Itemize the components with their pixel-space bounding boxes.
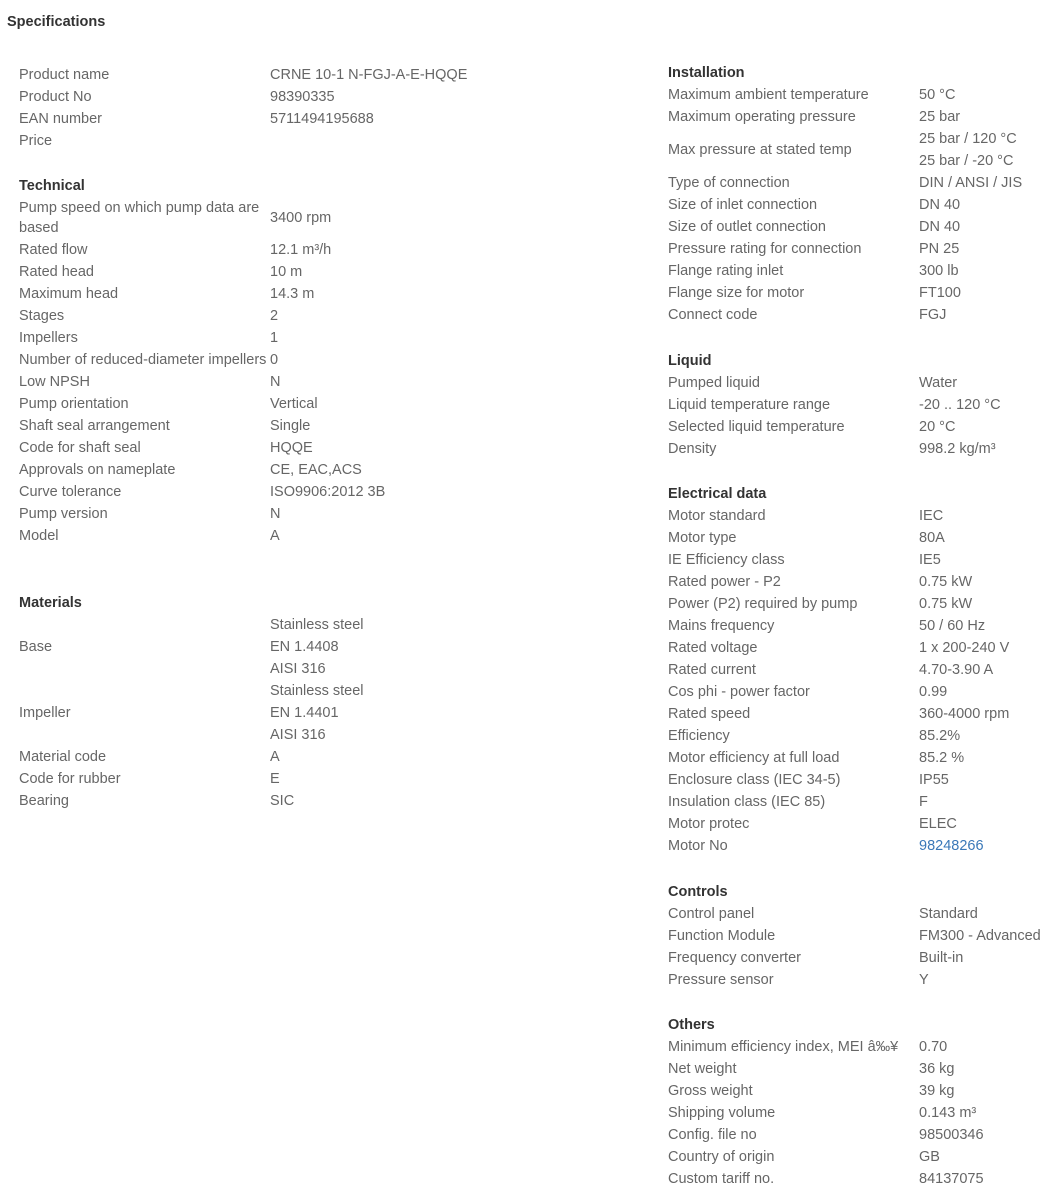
section-heading: Technical bbox=[19, 178, 85, 194]
spec-row-selected-liquid-temperature bbox=[668, 416, 1001, 438]
spec-row-power-p2-required-by-pump bbox=[668, 593, 1009, 615]
spec-value bbox=[919, 394, 1001, 416]
spec-row-base bbox=[19, 614, 364, 680]
spec-label: Enclosure class (IEC 34-5) bbox=[668, 772, 841, 788]
spec-row-code-for-rubber bbox=[19, 768, 364, 790]
spec-label: Shipping volume bbox=[668, 1105, 776, 1121]
spec-value bbox=[270, 790, 364, 812]
spec-value-line: 20 °C bbox=[919, 419, 956, 435]
spec-value bbox=[270, 525, 385, 547]
spec-value-line: 85.2 % bbox=[919, 750, 965, 766]
spec-label: Pressure sensor bbox=[668, 972, 774, 988]
spec-row-config-file-no bbox=[668, 1124, 984, 1146]
spec-row-function-module bbox=[668, 925, 1041, 947]
spec-value bbox=[919, 615, 1009, 637]
spec-label: Frequency converter bbox=[668, 950, 801, 966]
spec-label: Connect code bbox=[668, 307, 758, 323]
spec-row-product-name bbox=[19, 64, 467, 86]
spec-label: Stages bbox=[19, 308, 65, 324]
spec-value-line: IE5 bbox=[919, 552, 941, 568]
section-heading: Installation bbox=[668, 65, 745, 81]
spec-value bbox=[919, 527, 1009, 549]
spec-label: IE Efficiency class bbox=[668, 552, 785, 568]
spec-label: EAN number bbox=[19, 111, 103, 127]
spec-value bbox=[270, 349, 385, 371]
spec-value-line: FT100 bbox=[919, 285, 961, 301]
spec-label: Impeller bbox=[19, 705, 71, 721]
spec-value bbox=[919, 903, 1041, 925]
spec-value bbox=[270, 108, 467, 130]
spec-value-line: 80A bbox=[919, 530, 945, 546]
spec-row-pump-speed-on-which-pump-data-are-based bbox=[19, 197, 385, 239]
spec-label: Size of outlet connection bbox=[668, 219, 826, 235]
spec-label: Impellers bbox=[19, 330, 78, 346]
spec-label: Country of origin bbox=[668, 1149, 775, 1165]
spec-table bbox=[668, 505, 1009, 857]
spec-value bbox=[270, 86, 467, 108]
spec-value-line: Standard bbox=[919, 906, 978, 922]
spec-value-line: Single bbox=[270, 418, 311, 434]
spec-row-connect-code bbox=[668, 304, 1022, 326]
spec-label: Motor No bbox=[668, 838, 728, 854]
spec-value-line: DIN / ANSI / JIS bbox=[919, 175, 1023, 191]
spec-label: Insulation class (IEC 85) bbox=[668, 794, 826, 810]
spec-label: Type of connection bbox=[668, 175, 790, 191]
spec-value bbox=[270, 415, 385, 437]
spec-value-line: GB bbox=[919, 1149, 940, 1165]
spec-value bbox=[919, 128, 1022, 172]
spec-row-approvals-on-nameplate bbox=[19, 459, 385, 481]
spec-value-line: 0 bbox=[270, 352, 279, 368]
spec-value bbox=[919, 1168, 984, 1190]
spec-value-line: IP55 bbox=[919, 772, 949, 788]
spec-value bbox=[919, 282, 1022, 304]
spec-value-line: PN 25 bbox=[919, 241, 960, 257]
spec-value-line: DN 40 bbox=[919, 197, 961, 213]
spec-row-max-pressure-at-stated-temp bbox=[668, 128, 1022, 172]
motor-no-link[interactable]: 98248266 bbox=[919, 838, 984, 854]
spec-table bbox=[19, 64, 467, 152]
spec-value-line: Vertical bbox=[270, 396, 318, 412]
spec-row-pumped-liquid bbox=[668, 372, 1001, 394]
spec-label: Rated speed bbox=[668, 706, 751, 722]
spec-row-size-of-outlet-connection bbox=[668, 216, 1022, 238]
spec-value bbox=[919, 549, 1009, 571]
spec-value-line: Stainless steel bbox=[270, 683, 364, 699]
spec-row-liquid-temperature-range bbox=[668, 394, 1001, 416]
spec-value bbox=[919, 637, 1009, 659]
spec-value-line: 84137075 bbox=[919, 1171, 984, 1187]
spec-value bbox=[919, 1146, 984, 1168]
spec-label: Efficiency bbox=[668, 728, 730, 744]
section-heading: Electrical data bbox=[668, 486, 767, 502]
spec-value-line: 5711494195688 bbox=[270, 111, 374, 127]
spec-value bbox=[270, 459, 385, 481]
spec-row-flange-size-for-motor bbox=[668, 282, 1022, 304]
spec-row-low-npsh bbox=[19, 371, 385, 393]
spec-row-bearing bbox=[19, 790, 364, 812]
spec-value bbox=[919, 703, 1009, 725]
spec-row-maximum-ambient-temperature bbox=[668, 84, 1022, 106]
spec-row-pressure-rating-for-connection bbox=[668, 238, 1022, 260]
spec-row-minimum-efficiency-index-mei bbox=[668, 1036, 984, 1058]
spec-label: Max pressure at stated temp bbox=[668, 142, 852, 158]
spec-value bbox=[270, 283, 385, 305]
spec-value bbox=[270, 305, 385, 327]
spec-row-ean-number bbox=[19, 108, 467, 130]
spec-label: Pressure rating for connection bbox=[668, 241, 862, 257]
spec-value bbox=[919, 769, 1009, 791]
spec-row-pump-version bbox=[19, 503, 385, 525]
spec-value bbox=[919, 947, 1041, 969]
spec-label: Rated flow bbox=[19, 242, 88, 258]
spec-row-net-weight bbox=[668, 1058, 984, 1080]
spec-value-line: -20 .. 120 °C bbox=[919, 397, 1001, 413]
spec-row-gross-weight bbox=[668, 1080, 984, 1102]
spec-row-density bbox=[668, 438, 1001, 460]
spec-label: Motor type bbox=[668, 530, 737, 546]
spec-label: Maximum operating pressure bbox=[668, 109, 856, 125]
spec-value bbox=[270, 614, 364, 680]
spec-value bbox=[919, 1036, 984, 1058]
spec-row-rated-flow bbox=[19, 239, 385, 261]
spec-value bbox=[919, 1080, 984, 1102]
spec-value-line: 998.2 kg/m³ bbox=[919, 441, 996, 457]
spec-label: Function Module bbox=[668, 928, 776, 944]
section-electrical-data bbox=[668, 483, 1009, 857]
section-heading: Liquid bbox=[668, 353, 712, 369]
spec-label: Size of inlet connection bbox=[668, 197, 818, 213]
spec-value-line: 0.143 m³ bbox=[919, 1105, 977, 1121]
spec-value bbox=[270, 768, 364, 790]
spec-label: Maximum ambient temperature bbox=[668, 87, 869, 103]
spec-row-rated-power-p2 bbox=[668, 571, 1009, 593]
spec-value-line: 300 lb bbox=[919, 263, 959, 279]
spec-value bbox=[270, 503, 385, 525]
section-others bbox=[668, 1014, 984, 1190]
spec-table bbox=[19, 197, 385, 547]
spec-value-line: Water bbox=[919, 375, 958, 391]
spec-value-line: 360-4000 rpm bbox=[919, 706, 1010, 722]
section-controls bbox=[668, 881, 1041, 991]
spec-value-line: N bbox=[270, 506, 281, 522]
spec-label: Pump speed on which pump data are based bbox=[19, 200, 260, 236]
spec-value bbox=[270, 130, 467, 152]
spec-value bbox=[919, 438, 1001, 460]
spec-value-line: 39 kg bbox=[919, 1083, 955, 1099]
spec-value bbox=[919, 659, 1009, 681]
spec-row-custom-tariff-no bbox=[668, 1168, 984, 1190]
spec-row-impellers bbox=[19, 327, 385, 349]
spec-label: Product name bbox=[19, 67, 110, 83]
spec-value-line: F bbox=[919, 794, 928, 810]
spec-value-line: 25 bar / 120 °C bbox=[919, 131, 1017, 147]
section-installation bbox=[668, 62, 1022, 326]
spec-label: Maximum head bbox=[19, 286, 119, 302]
spec-value bbox=[919, 216, 1022, 238]
spec-value bbox=[919, 1124, 984, 1146]
spec-value-line: 10 m bbox=[270, 264, 303, 280]
spec-value bbox=[919, 593, 1009, 615]
spec-row-material-code bbox=[19, 746, 364, 768]
spec-value bbox=[270, 327, 385, 349]
spec-label: Pump version bbox=[19, 506, 108, 522]
spec-row-control-panel bbox=[668, 903, 1041, 925]
spec-value-line: 0.99 bbox=[919, 684, 948, 700]
section-heading: Controls bbox=[668, 884, 728, 900]
spec-value-line: 85.2% bbox=[919, 728, 961, 744]
spec-value-line: EN 1.4408 bbox=[270, 639, 339, 655]
spec-label: Bearing bbox=[19, 793, 69, 809]
spec-value-line: CE, EAC,ACS bbox=[270, 462, 362, 478]
spec-label: Motor efficiency at full load bbox=[668, 750, 840, 766]
spec-value bbox=[919, 84, 1022, 106]
spec-value-line: ISO9906:2012 3B bbox=[270, 484, 386, 500]
spec-value-line: 98500346 bbox=[919, 1127, 984, 1143]
spec-label: Pumped liquid bbox=[668, 375, 760, 391]
spec-label: Custom tariff no. bbox=[668, 1171, 775, 1187]
spec-value bbox=[919, 372, 1001, 394]
spec-label: Control panel bbox=[668, 906, 755, 922]
spec-label: Config. file no bbox=[668, 1127, 757, 1143]
spec-value-line: N bbox=[270, 374, 281, 390]
spec-row-motor-no bbox=[668, 835, 1009, 857]
spec-value-line: HQQE bbox=[270, 440, 313, 456]
spec-label: Rated power - P2 bbox=[668, 574, 781, 590]
spec-label: Power (P2) required by pump bbox=[668, 596, 858, 612]
spec-value-line: 3400 rpm bbox=[270, 210, 332, 226]
spec-value-line: 36 kg bbox=[919, 1061, 955, 1077]
spec-value-line: A bbox=[270, 528, 280, 544]
spec-row-product-no bbox=[19, 86, 467, 108]
spec-row-price bbox=[19, 130, 467, 152]
spec-row-type-of-connection bbox=[668, 172, 1022, 194]
spec-value-line: FGJ bbox=[919, 307, 947, 323]
spec-value-line: 2 bbox=[270, 308, 279, 324]
spec-row-model bbox=[19, 525, 385, 547]
spec-table bbox=[668, 84, 1022, 326]
spec-row-impeller bbox=[19, 680, 364, 746]
spec-row-mains-frequency bbox=[668, 615, 1009, 637]
spec-table bbox=[19, 614, 364, 812]
spec-value bbox=[919, 505, 1009, 527]
spec-row-motor-type bbox=[668, 527, 1009, 549]
spec-table bbox=[668, 372, 1001, 460]
spec-row-frequency-converter bbox=[668, 947, 1041, 969]
spec-label: Code for rubber bbox=[19, 771, 121, 787]
spec-label: Base bbox=[19, 639, 53, 655]
spec-label: Product No bbox=[19, 89, 92, 105]
spec-value-line: FM300 - Advanced bbox=[919, 928, 1041, 944]
spec-value-line: 0.75 kW bbox=[919, 574, 973, 590]
spec-row-rated-current bbox=[668, 659, 1009, 681]
spec-value-line: 25 bar bbox=[919, 109, 961, 125]
spec-row-pump-orientation bbox=[19, 393, 385, 415]
spec-value bbox=[270, 680, 364, 746]
spec-row-stages bbox=[19, 305, 385, 327]
spec-value bbox=[270, 371, 385, 393]
spec-value-line: Stainless steel bbox=[270, 617, 364, 633]
spec-label: Shaft seal arrangement bbox=[19, 418, 170, 434]
spec-row-motor-efficiency-at-full-load bbox=[668, 747, 1009, 769]
spec-value bbox=[270, 261, 385, 283]
spec-value[interactable] bbox=[919, 835, 1009, 857]
spec-value-line: IEC bbox=[919, 508, 944, 524]
spec-row-rated-speed bbox=[668, 703, 1009, 725]
spec-value bbox=[919, 238, 1022, 260]
spec-value bbox=[270, 746, 364, 768]
spec-row-country-of-origin bbox=[668, 1146, 984, 1168]
spec-label: Motor standard bbox=[668, 508, 766, 524]
spec-value-line: 12.1 m³/h bbox=[270, 242, 332, 258]
page-title: Specifications bbox=[7, 14, 106, 30]
spec-row-maximum-head bbox=[19, 283, 385, 305]
section-liquid bbox=[668, 350, 1001, 460]
spec-row-size-of-inlet-connection bbox=[668, 194, 1022, 216]
spec-label: Flange rating inlet bbox=[668, 263, 784, 279]
spec-value-line: 1 x 200-240 V bbox=[919, 640, 1010, 656]
section-heading: Materials bbox=[19, 595, 82, 611]
spec-label: Density bbox=[668, 441, 717, 457]
spec-row-shipping-volume bbox=[668, 1102, 984, 1124]
spec-label: Net weight bbox=[668, 1061, 737, 1077]
spec-label: Model bbox=[19, 528, 59, 544]
spec-row-pressure-sensor bbox=[668, 969, 1041, 991]
spec-value bbox=[270, 393, 385, 415]
spec-value bbox=[919, 681, 1009, 703]
spec-value-line: 50 °C bbox=[919, 87, 956, 103]
spec-value bbox=[919, 106, 1022, 128]
spec-label: Motor protec bbox=[668, 816, 750, 832]
spec-value-line: 25 bar / -20 °C bbox=[919, 153, 1014, 169]
spec-value-line: E bbox=[270, 771, 280, 787]
spec-row-motor-standard bbox=[668, 505, 1009, 527]
spec-label: Minimum efficiency index, MEI â‰¥ bbox=[668, 1039, 899, 1055]
spec-table bbox=[668, 903, 1041, 991]
spec-value-line: EN 1.4401 bbox=[270, 705, 339, 721]
spec-row-flange-rating-inlet bbox=[668, 260, 1022, 282]
spec-value-line: Y bbox=[919, 972, 929, 988]
spec-label: Pump orientation bbox=[19, 396, 129, 412]
spec-value-line: 0.75 kW bbox=[919, 596, 973, 612]
spec-value-line: AISI 316 bbox=[270, 661, 326, 677]
spec-table bbox=[668, 1036, 984, 1190]
spec-row-insulation-class-iec-85 bbox=[668, 791, 1009, 813]
spec-value-line: ELEC bbox=[919, 816, 957, 832]
spec-value bbox=[919, 416, 1001, 438]
spec-value-line: SIC bbox=[270, 793, 295, 809]
spec-label: Price bbox=[19, 133, 53, 149]
spec-value bbox=[919, 725, 1009, 747]
spec-value bbox=[919, 1102, 984, 1124]
spec-value-line: 98390335 bbox=[270, 89, 335, 105]
spec-value bbox=[919, 260, 1022, 282]
spec-value bbox=[919, 172, 1022, 194]
spec-value bbox=[270, 437, 385, 459]
spec-row-enclosure-class-iec-34-5 bbox=[668, 769, 1009, 791]
spec-value-line: 1 bbox=[270, 330, 279, 346]
section-product-info bbox=[19, 64, 467, 152]
spec-value-line: Built-in bbox=[919, 950, 964, 966]
spec-row-cos-phi-power-factor bbox=[668, 681, 1009, 703]
section-technical bbox=[19, 175, 385, 547]
spec-label: Cos phi - power factor bbox=[668, 684, 810, 700]
spec-value-line: A bbox=[270, 749, 280, 765]
spec-value-line: AISI 316 bbox=[270, 727, 326, 743]
spec-row-shaft-seal-arrangement bbox=[19, 415, 385, 437]
spec-label: Rated current bbox=[668, 662, 756, 678]
spec-value bbox=[919, 969, 1041, 991]
spec-row-rated-head bbox=[19, 261, 385, 283]
spec-row-curve-tolerance bbox=[19, 481, 385, 503]
spec-value-line: 50 / 60 Hz bbox=[919, 618, 986, 634]
spec-value bbox=[919, 1058, 984, 1080]
spec-row-efficiency bbox=[668, 725, 1009, 747]
spec-label: Code for shaft seal bbox=[19, 440, 141, 456]
spec-label: Material code bbox=[19, 749, 107, 765]
spec-label: Mains frequency bbox=[668, 618, 775, 634]
spec-row-ie-efficiency-class bbox=[668, 549, 1009, 571]
spec-value bbox=[919, 571, 1009, 593]
spec-label: Gross weight bbox=[668, 1083, 753, 1099]
spec-label: Approvals on nameplate bbox=[19, 462, 176, 478]
spec-row-maximum-operating-pressure bbox=[668, 106, 1022, 128]
spec-row-motor-protec bbox=[668, 813, 1009, 835]
spec-label: Number of reduced-diameter impellers bbox=[19, 352, 267, 368]
spec-value bbox=[270, 197, 385, 239]
spec-label: Rated head bbox=[19, 264, 94, 280]
spec-value bbox=[919, 813, 1009, 835]
spec-value-line: CRNE 10-1 N-FGJ-A-E-HQQE bbox=[270, 67, 468, 83]
spec-label: Selected liquid temperature bbox=[668, 419, 845, 435]
spec-value bbox=[270, 64, 467, 86]
spec-row-number-of-reduced-diameter-impellers bbox=[19, 349, 385, 371]
spec-value bbox=[270, 481, 385, 503]
spec-value bbox=[919, 747, 1009, 769]
spec-label: Curve tolerance bbox=[19, 484, 122, 500]
spec-label: Rated voltage bbox=[668, 640, 758, 656]
spec-value bbox=[919, 304, 1022, 326]
spec-value bbox=[919, 791, 1009, 813]
spec-value bbox=[919, 925, 1041, 947]
spec-row-rated-voltage bbox=[668, 637, 1009, 659]
section-materials bbox=[19, 592, 364, 812]
spec-value-line: DN 40 bbox=[919, 219, 961, 235]
spec-row-code-for-shaft-seal bbox=[19, 437, 385, 459]
spec-label: Flange size for motor bbox=[668, 285, 805, 301]
spec-value bbox=[270, 239, 385, 261]
spec-label: Liquid temperature range bbox=[668, 397, 831, 413]
section-heading: Others bbox=[668, 1017, 715, 1033]
spec-label: Low NPSH bbox=[19, 374, 90, 390]
spec-value bbox=[919, 194, 1022, 216]
spec-value-line: 0.70 bbox=[919, 1039, 948, 1055]
spec-value-line: 14.3 m bbox=[270, 286, 315, 302]
spec-value-line: 4.70-3.90 A bbox=[919, 662, 994, 678]
